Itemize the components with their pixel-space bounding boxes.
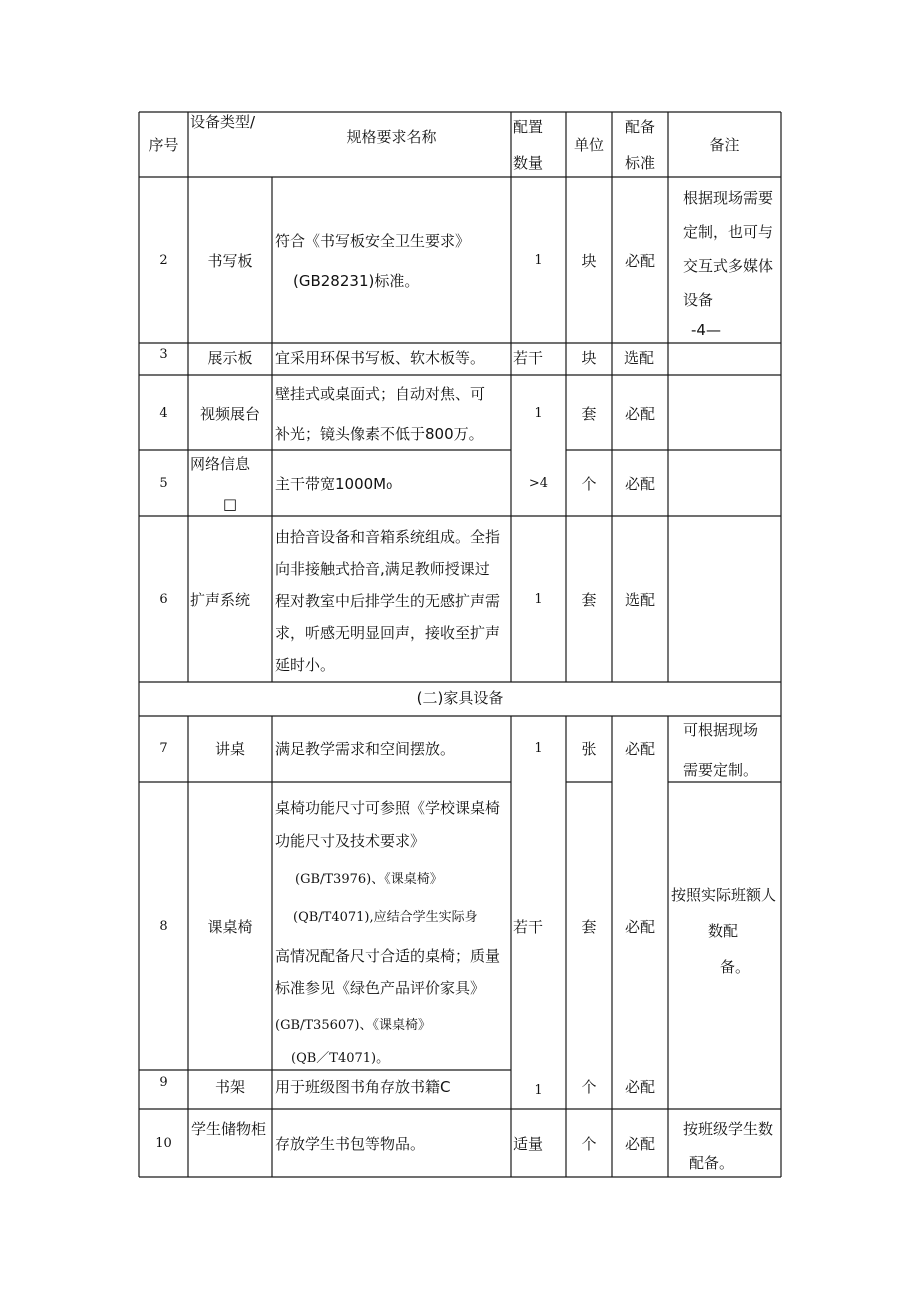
row-4-spec-line2: 补光；镜头像素不低于800万。 [275, 425, 484, 443]
row-8-spec-line5: 高情况配备尺寸合适的桌椅；质量 [275, 947, 501, 965]
row-8-type: 课桌椅 [207, 918, 253, 936]
row-5-type: 网络信息 [190, 455, 251, 473]
header-std-line2: 标准 [624, 154, 655, 172]
row-3-qty: 若干 [513, 349, 544, 367]
row-9-std: 必配 [624, 1078, 655, 1096]
row-6-unit: 套 [581, 591, 597, 609]
row-8-remark-line3: 备。 [720, 958, 751, 976]
row-2-spec-line1: 符合《书写板安全卫生要求》 [275, 232, 471, 250]
row-4-unit: 套 [581, 405, 597, 423]
row-4-type: 视频展台 [199, 405, 260, 423]
row-6-seq: 6 [159, 592, 168, 607]
row-8-unit: 套 [581, 918, 597, 936]
row-6-spec-line4: 求，听感无明显回声，接收至扩声 [275, 624, 501, 642]
row-4-std: 必配 [624, 405, 655, 423]
row-2-std: 必配 [624, 252, 655, 270]
row-6-spec-line3: 程对教室中后排学生的无感扩声需 [275, 592, 501, 610]
header-remark: 备注 [709, 136, 740, 154]
row-9-qty: 1 [534, 1083, 543, 1098]
row-9-spec: 用于班级图书角存放书籍C [275, 1078, 451, 1096]
header-type: 设备类型/ [190, 113, 256, 131]
row-7-std: 必配 [624, 740, 655, 758]
row-10-seq: 10 [155, 1136, 172, 1151]
row-2-remark-line4: 设备 [683, 291, 714, 309]
row-6-std: 选配 [624, 591, 655, 609]
row-2-qty: 1 [534, 253, 543, 268]
row-3-seq: 3 [159, 347, 168, 362]
row-7-seq: 7 [159, 741, 168, 756]
section-heading-furniture: (二)家具设备 [416, 689, 504, 707]
row-4-qty: 1 [534, 406, 543, 421]
row-8-spec-line2: 功能尺寸及技术要求》 [275, 832, 426, 850]
row-8-spec-line4: (QB/T4071),应结合学生实际身 [293, 910, 478, 925]
row-7-spec: 满足教学需求和空间摆放。 [275, 740, 456, 758]
header-std-line1: 配备 [624, 118, 655, 136]
row-9-type: 书架 [214, 1078, 245, 1096]
row-10-remark-line1: 按班级学生数 [683, 1120, 774, 1138]
row-3-unit: 块 [581, 349, 597, 367]
row-3-std: 选配 [624, 349, 655, 367]
row-4-spec-line1: 壁挂式或桌面式；自动对焦、可 [275, 385, 486, 403]
row-3-type: 展示板 [207, 349, 253, 367]
row-6-spec-line5: 延时小。 [275, 656, 336, 674]
row-6-qty: 1 [534, 592, 543, 607]
row-2-unit: 块 [581, 252, 597, 270]
row-6-spec-line1: 由拾音设备和音箱系统组成。全指 [275, 528, 501, 546]
row-10-std: 必配 [624, 1135, 655, 1153]
header-qty-line2: 数量 [513, 154, 544, 172]
row-5-std: 必配 [624, 475, 655, 493]
row-8-spec-line7: (GB/T35607)、《课桌椅》 [275, 1018, 431, 1033]
row-5-qty: >4 [528, 476, 549, 491]
row-6-type: 扩声系统 [190, 591, 251, 609]
row-8-spec-line1: 桌椅功能尺寸可参照《学校课桌椅 [275, 799, 501, 817]
row-2-remark-line1: 根据现场需要 [683, 189, 774, 207]
row-5-type-box: □ [222, 495, 238, 513]
row-8-remark-line1: 按照实际班额人 [671, 886, 777, 904]
row-6-spec-line2: 向非接触式拾音,满足教师授课过 [275, 560, 490, 578]
row-10-type: 学生储物柜 [191, 1120, 267, 1138]
header-qty-line1: 配置 [513, 118, 544, 136]
row-9-unit: 个 [581, 1078, 597, 1096]
row-9-seq: 9 [159, 1075, 168, 1090]
row-2-remark-line2: 定制，也可与 [683, 223, 774, 241]
row-4-seq: 4 [159, 406, 168, 421]
row-2-remark-line3: 交互式多媒体 [683, 257, 774, 275]
row-7-type: 讲桌 [214, 740, 245, 758]
row-5-seq: 5 [159, 476, 168, 491]
row-7-remark-line1: 可根据现场 [683, 721, 759, 739]
row-8-remark-line2: 数配 [708, 922, 739, 940]
row-10-remark-line2: 配备。 [689, 1154, 735, 1172]
header-spec: 规格要求名称 [346, 128, 437, 146]
row-8-spec-line6: 标准参见《绿色产品评价家具》 [275, 979, 486, 997]
row-8-qty: 若干 [513, 918, 544, 936]
row-10-spec: 存放学生书包等物品。 [275, 1135, 426, 1153]
row-5-spec: 主干带宽1000M₀ [275, 475, 393, 493]
row-7-unit: 张 [581, 740, 597, 758]
row-7-remark-line2: 需要定制。 [683, 761, 759, 779]
page-number-mark: -4— [691, 321, 721, 339]
row-8-std: 必配 [624, 918, 655, 936]
row-8-seq: 8 [159, 919, 168, 934]
row-8-spec-line8: (QB／T4071)。 [291, 1051, 390, 1066]
row-2-seq: 2 [159, 253, 168, 268]
row-7-qty: 1 [534, 741, 543, 756]
row-2-spec-line2: (GB28231)标准。 [293, 272, 420, 290]
row-3-spec: 宜采用环保书写板、软木板等。 [275, 349, 486, 367]
row-8-spec-line3: (GB/T3976)、《课桌椅》 [295, 872, 443, 887]
row-5-unit: 个 [581, 475, 597, 493]
row-2-type: 书写板 [207, 252, 253, 270]
row-10-unit: 个 [581, 1135, 597, 1153]
header-unit: 单位 [573, 136, 604, 154]
header-seq: 序号 [148, 136, 179, 154]
row-10-qty: 适量 [513, 1135, 544, 1153]
